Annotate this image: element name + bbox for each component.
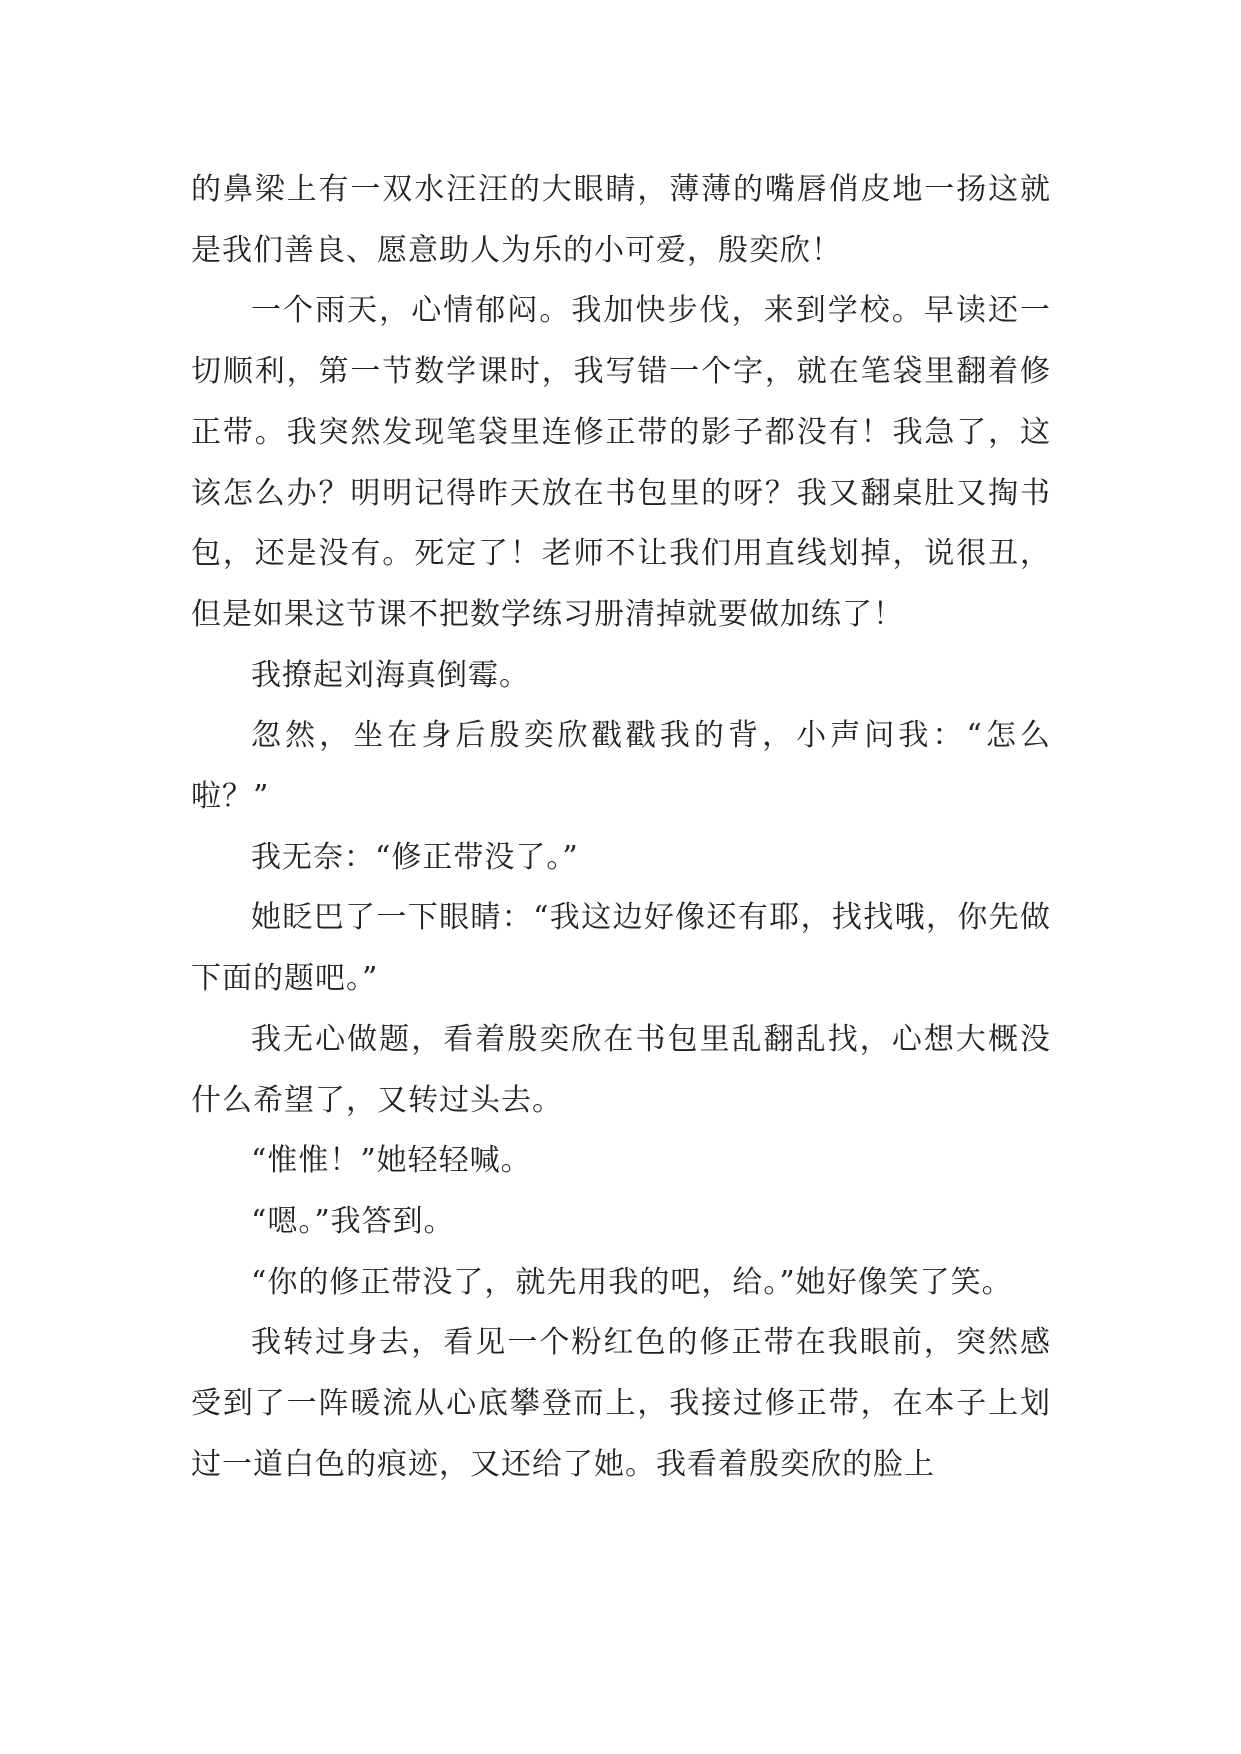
paragraph: “你的修正带没了，就先用我的吧，给。”她好像笑了笑。 xyxy=(251,1264,1013,1300)
paragraph: 一个雨天，心情郁闷。我加快步伐，来到学校。早读还一切顺利，第一节数学课时，我写错一个字，就在笔袋里翻着修正带。我突然发现笔袋里连修正带的影子都没有！我急了，这该怎么办？明明记得昨天放在书包里的呀？我又翻桌肚又掏书包，还是没有。死定了！老师不让我们用直线划掉，说很丑，但是如果这节课不把数学练习册清掉就要做加练了！ xyxy=(191,293,1051,632)
paragraph: 忽然，坐在身后殷奕欣戳戳我的背，小声问我：“怎么啦？” xyxy=(191,718,1051,815)
paragraph: “惟惟！”她轻轻喊。 xyxy=(251,1143,532,1179)
paragraph: 我无心做题，看着殷奕欣在书包里乱翻乱找，心想大概没什么希望了，又转过头去。 xyxy=(191,1021,1051,1118)
paragraph: 我无奈：“修正带没了。” xyxy=(251,839,579,875)
paragraph: 我转过身去，看见一个粉红色的修正带在我眼前，突然感受到了一阵暖流从心底攀登而上，我接过修正带，在本子上划过一道白色的痕迹，又还给了她。我看着殷奕欣的脸上 xyxy=(191,1325,1051,1482)
paragraph: 我撩起刘海真倒霉。 xyxy=(251,657,530,693)
paragraph: “嗯。”我答到。 xyxy=(251,1203,455,1239)
paragraph: 她眨巴了一下眼睛：“我这边好像还有耶，找找哦，你先做下面的题吧。” xyxy=(191,900,1051,997)
document-body xyxy=(191,160,1051,1495)
paragraph-continuation: 的鼻梁上有一双水汪汪的大眼睛，薄薄的嘴唇俏皮地一扬这就是我们善良、愿意助人为乐的小可爱，殷奕欣！ xyxy=(191,172,1051,268)
